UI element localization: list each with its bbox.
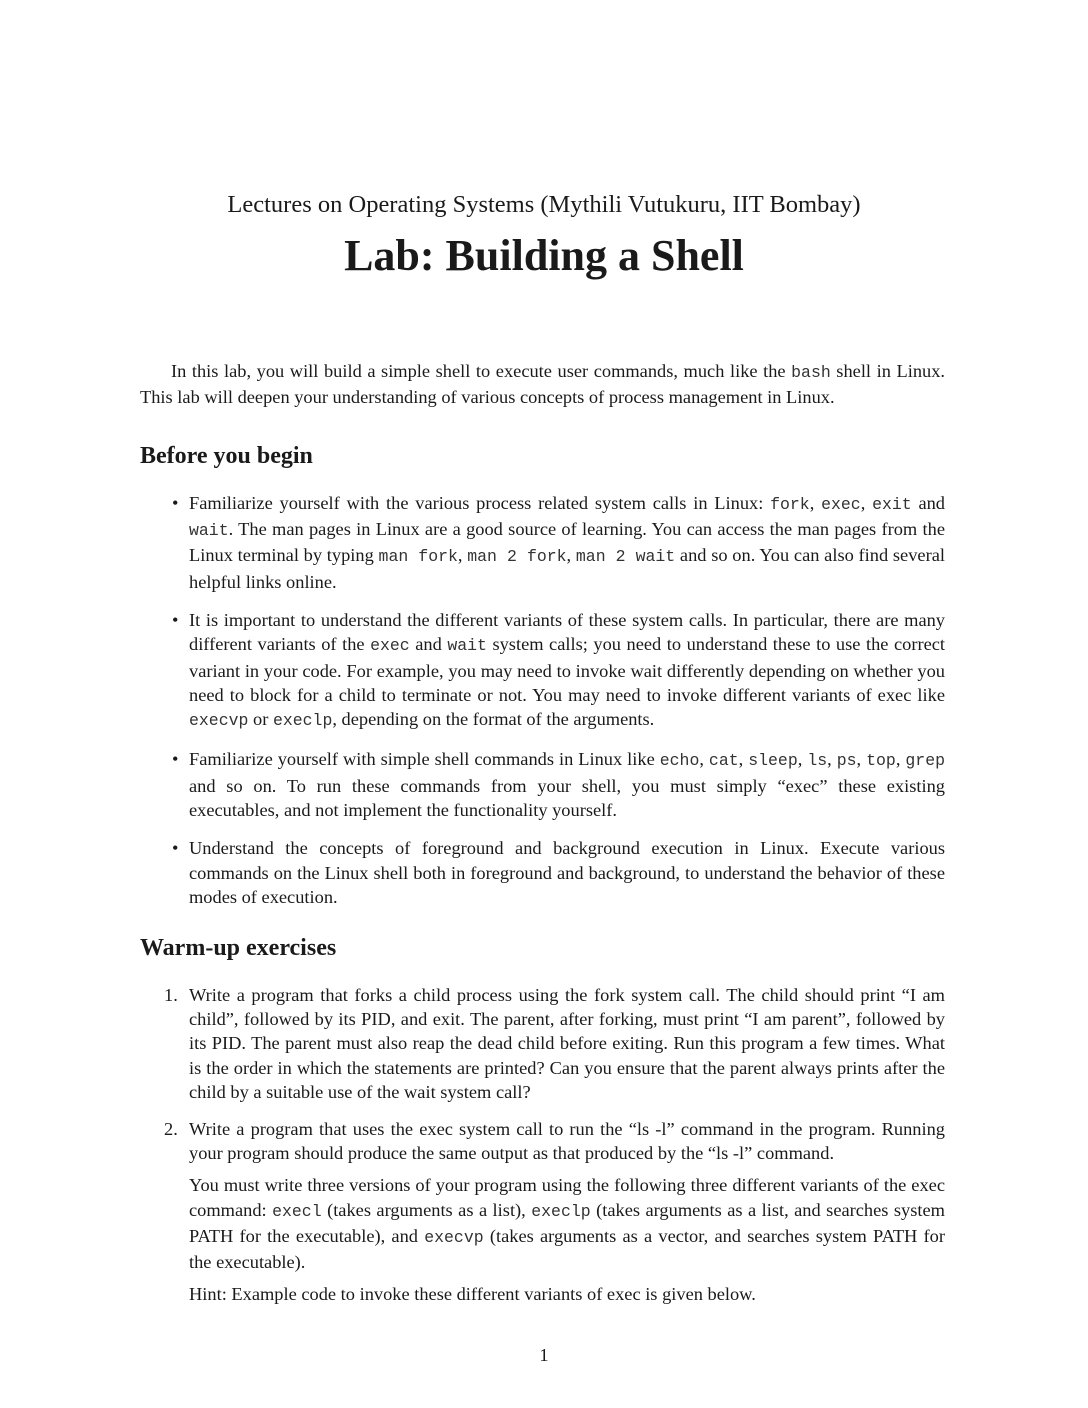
intro-text: In this lab, you will build a simple shell to execute user commands, much like the — [171, 361, 792, 381]
code-man-2-wait: man 2 wait — [575, 547, 676, 567]
bullet-text: , — [566, 545, 576, 566]
code-sleep: sleep — [748, 751, 798, 771]
bullet-text: and — [409, 634, 448, 655]
page-title: Lab: Building a Shell — [344, 231, 744, 280]
bullet-item — [189, 491, 945, 594]
bullet-item — [189, 747, 945, 822]
bullet-text: and so on. You can also find several helpful links online. — [189, 545, 945, 592]
bullet-text: . The man pages in Linux are a good source of learning. You can access the man pages from the Linux terminal by typing — [189, 519, 945, 566]
section-heading-warm-up-exercises: Warm-up exercises — [140, 935, 337, 961]
bullet-text: , — [856, 749, 867, 770]
code-execl: execl — [272, 1201, 322, 1221]
code-man-fork: man fork — [378, 547, 458, 567]
bullet-text: , — [895, 749, 906, 770]
bullet-text: , — [860, 493, 873, 513]
exercise-number: 2. — [164, 1119, 178, 1140]
bullet-text: Familiarize yourself with simple shell commands in Linux like — [189, 749, 660, 770]
code-wait: wait — [189, 521, 229, 541]
bullet-text: Familiarize yourself with the various process related system calls in Linux: — [189, 493, 771, 513]
code-top: top — [866, 751, 896, 771]
bullet-item — [189, 608, 945, 733]
warmup-numbered-list — [164, 983, 945, 1319]
code-execlp: execlp — [272, 710, 333, 730]
code-ls: ls — [807, 751, 828, 771]
exercise-item — [164, 1117, 945, 1306]
code-cat: cat — [708, 751, 739, 771]
bullet-text: Understand the concepts of foreground and background execution in Linux. Execute various commands on the Linux shell both in foreground and background, to understand the behavior of these modes of execution. — [189, 838, 945, 907]
section-heading-before-you-begin: Before you begin — [140, 443, 313, 469]
bullet-text: system calls; you need to understand these to use the correct variant in your code. For example, you may need to invoke wait differently depending on whether you need to block for a child to terminate or not. You may need to invoke different variants of exec like — [189, 634, 946, 705]
bullet-text: , — [699, 749, 709, 770]
exercise-text: (takes arguments as a list), — [321, 1199, 532, 1220]
code-ps: ps — [836, 751, 857, 771]
before-bullet-list — [189, 491, 945, 923]
bullet-text: and — [911, 493, 945, 513]
bullet-text: , — [809, 493, 822, 513]
intro-paragraph — [140, 359, 945, 410]
code-bash: bash — [791, 363, 831, 382]
code-exit: exit — [872, 495, 912, 514]
exercise-text: (takes arguments as a list, and searches system PATH for the executable), and — [189, 1199, 945, 1246]
exercise-text: Write a program that uses the exec system call to run the “ls -l” command in the program. Running your program should produce the same output as that produced by the “ls -l” command. — [189, 1119, 945, 1164]
page-number: 1 — [539, 1345, 549, 1365]
code-exec: exec — [370, 636, 410, 656]
bullet-text: or — [248, 708, 273, 729]
exercise-text: Write a program that forks a child process using the fork system call. The child should print “I am child”, followed by its PID, and exit. The parent, after forking, must print “I am parent”, followed by its PID. The parent must also reap the dead child before exiting. Run this program a few times. What is the order in which the statements are printed? Can you ensure that the parent always prints after the child by a suitable use of the wait system call? — [189, 985, 945, 1102]
bullet-text: It is important to understand the different variants of these system calls. In particular, there are many different variants of the — [189, 610, 945, 655]
code-echo: echo — [659, 751, 700, 771]
code-wait: wait — [447, 636, 487, 656]
code-execvp: execvp — [424, 1227, 484, 1247]
code-execlp: execlp — [531, 1201, 591, 1221]
bullet-text: , — [738, 749, 749, 770]
exercise-text: You must write three versions of your program using the following three different variants of the exec command: — [189, 1175, 945, 1220]
code-execvp: execvp — [189, 710, 249, 730]
code-fork: fork — [770, 495, 810, 514]
intro-text: shell in Linux. This lab will deepen your understanding of various concepts of process management in Linux. — [140, 361, 945, 408]
code-exec: exec — [821, 495, 861, 514]
exercise-hint: Hint: Example code to invoke these different variants of exec is given below. — [189, 1284, 756, 1305]
bullet-text: , — [827, 749, 837, 770]
exercise-item — [164, 983, 945, 1104]
bullet-text: and so on. To run these commands from your shell, you must simply “exec” these existing executables, and not implement the functionality yourself. — [189, 775, 945, 820]
exercise-number: 1. — [164, 985, 178, 1005]
bullet-text: , depending on the format of the arguments. — [332, 708, 655, 729]
exercise-text: (takes arguments as a vector, and searches system PATH for the executable). — [189, 1225, 945, 1273]
code-grep: grep — [905, 751, 945, 771]
bullet-item — [189, 836, 945, 909]
course-header: Lectures on Operating Systems (Mythili Vutukuru, IIT Bombay) — [227, 191, 861, 218]
bullet-text: , — [797, 749, 808, 770]
exercise-subparagraph — [189, 1173, 945, 1274]
bullet-text: , — [457, 545, 468, 566]
code-man-2-fork: man 2 fork — [467, 547, 567, 567]
